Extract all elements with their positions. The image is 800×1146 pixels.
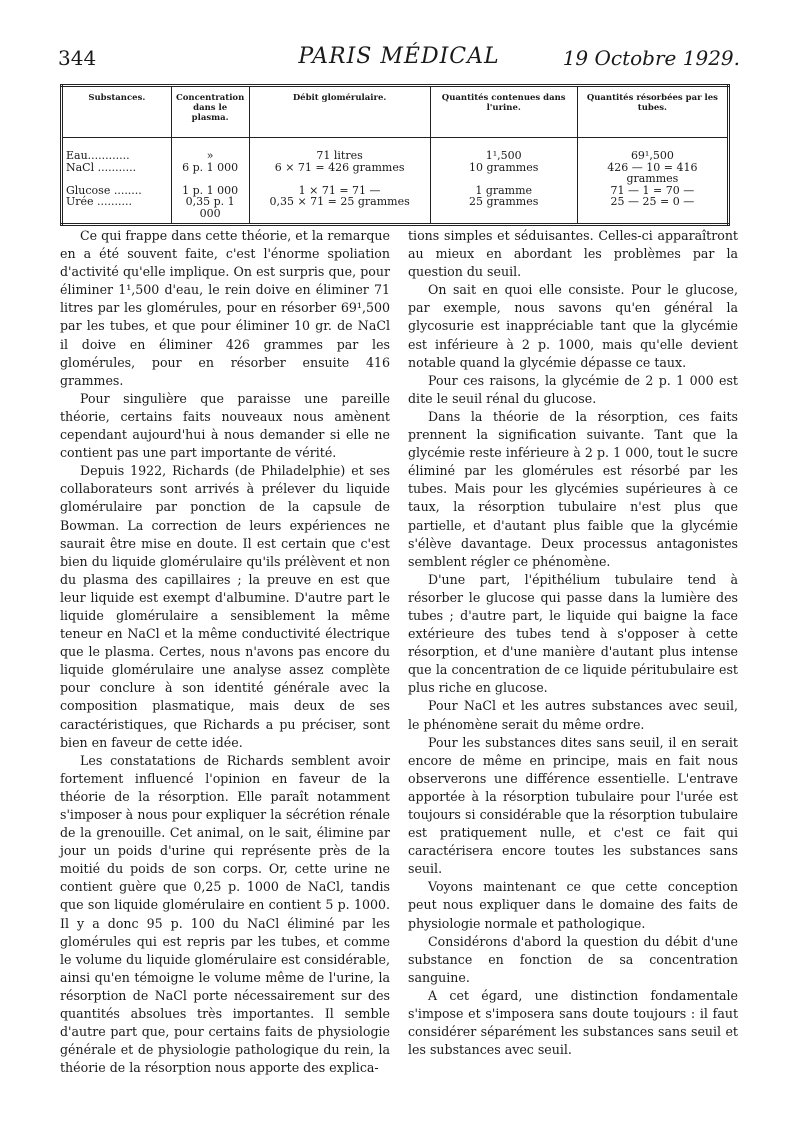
header-substances: Substances. — [62, 86, 172, 138]
table-cell: 426 — 10 = 416 grammes — [607, 160, 698, 185]
table-cell: 6 p. 1 000 — [171, 162, 249, 185]
paragraph: Ce qui frappe dans cette théorie, et la remarque en a été souvent faite, c'est l'énorme spoliation d'activité qu'elle implique. On est surpris que, pour éliminer 1¹,500 d'eau, le rein doive en éliminer 71 litres par les glomérules, pour en résorber 69¹,500 par les tubes, et que pour éliminer 10 gr. de NaCl il doive en éliminer 426 grammes par les glomérules, pour en résorber ensuite 416 grammes. — [60, 228, 390, 388]
issue-date: 19 Octobre 1929. — [562, 46, 740, 70]
paragraph: Pour singulière que paraisse une pareille théorie, certains faits nouveaux nous amènent cependant aujourd'hui à nous demander si elle ne contient pas une part importante de vérité. — [60, 390, 390, 461]
table-cell: 0,35 × 71 = 25 grammes — [249, 196, 430, 225]
table-cell: 25 — 25 = 0 — — [610, 195, 695, 208]
table-cell: Eau............ — [62, 138, 172, 162]
paragraph: On sait en quoi elle consiste. Pour le glucose, par exemple, nous savons qu'en général la glycosurie est inappréciable tant que la glycémie est inférieure à 2 p. 1000, mais qu'elle devient notable quand la glycémie dépasse ce taux. — [408, 282, 738, 370]
table-cell: 1 × 71 = 71 — — [249, 185, 430, 197]
journal-title: PARIS MÉDICAL — [298, 44, 500, 69]
table-cell: 71 litres — [249, 138, 430, 162]
page-header — [58, 40, 740, 80]
table-header-row — [62, 86, 729, 138]
table-cell: NaCl ........... — [62, 162, 172, 185]
table-cell: Glucose ........ — [62, 185, 172, 197]
paragraph: Les constatations de Richards semblent avoir fortement influencé l'opinion en faveur de la théorie de la résorption. Elle paraît notamment s'imposer à nous pour expliquer la sécrétion rénale de la grenouille. Cet animal, on le sait, élimine par jour un poids d'urine qui représente près de la moitié du poids de son corps. Or, cette urine ne contient guère que 0,25 p. 1000 de NaCl, tandis que son liquide glomérulaire en contient 5 p. 1000. Il y a donc 95 p. 100 du NaCl éliminé par les glomérules qui est repris par les tubes, et comme le volume du liquide glomérulaire est considérable, ainsi qu'en témoigne le volume même de l'urine, la résorption de NaCl porte nécessairement sur des quantités absolues très importantes. Il semble d'autre part que, pour certains faits de physiologie générale et de physiologie pathologique du rein, la théorie de la résorption nous apporte des explica- — [60, 752, 390, 1076]
header-resorbees: Quantités résorbées par les tubes. — [577, 86, 728, 138]
paragraph: A cet égard, une distinction fondamentale s'impose et s'imposera sans doute toujours : il faut considérer séparément les substances sans seuil et les substances avec seuil. — [408, 987, 738, 1058]
table-row — [62, 138, 729, 162]
paragraph: Pour les substances dites sans seuil, il en serait encore de même en principe, mais en fait nous observerons une différence essentielle. L'entrave apportée à la résorption tubulaire pour l'urée est toujours si considérable que la résorption tubulaire est pratiquement nulle, et c'est ce fait qui caractérisera encore toutes les substances sans seuil. — [408, 734, 738, 877]
table-cell: 1¹,500 — [430, 138, 577, 162]
header-debit: Débit glomérulaire. — [249, 86, 430, 138]
table-cell: 1 p. 1 000 — [171, 185, 249, 197]
paragraph: Voyons maintenant ce que cette conception peut nous expliquer dans le domaine des faits de physiologie normale et pathologique. — [408, 879, 738, 931]
table-cell: 69¹,500 — [630, 149, 674, 162]
right-column — [408, 227, 738, 1059]
paragraph: Pour NaCl et les autres substances avec seuil, le phénomène serait du même ordre. — [408, 698, 738, 732]
header-concentration: Concentration dans le plasma. — [171, 86, 249, 138]
table-cell: » — [171, 138, 249, 162]
header-urine: Quantités contenues dans l'urine. — [430, 86, 577, 138]
table-cell: 0,35 p. 1 000 — [171, 196, 249, 225]
table-row — [62, 196, 729, 225]
table-row — [62, 162, 729, 185]
table-cell: 1 gramme — [430, 185, 577, 197]
table-cell: Urée .......... — [62, 196, 172, 225]
table-cell: 10 grammes — [430, 162, 577, 185]
paragraph: Pour ces raisons, la glycémie de 2 p. 1 000 est dite le seuil rénal du glucose. — [408, 372, 738, 406]
paragraph: Considérons d'abord la question du débit d'une substance en fonction de sa concentration sanguine. — [408, 933, 738, 985]
resorption-table — [60, 84, 730, 226]
paragraph: tions simples et séduisantes. Celles-ci apparaîtront au mieux en abordant les problèmes par la question du seuil. — [408, 228, 738, 280]
table-cell: 6 × 71 = 426 grammes — [249, 162, 430, 185]
page-number: 344 — [58, 46, 97, 70]
paragraph: Dans la théorie de la résorption, ces faits prennent la signification suivante. Tant que la glycémie reste inférieure à 2 p. 1 000, tout le sucre éliminé par les glomérules est résorbé par les tubes. Mais pour les glycémies supérieures à ce taux, la résorption tubulaire n'est plus que partielle, et d'autant plus faible que la glycémie s'élève davantage. Deux processus antagonistes semblent régler ce phénomène. — [408, 408, 738, 569]
table-cell: 71 — 1 = 70 — — [610, 183, 695, 197]
table-cell: 25 grammes — [430, 196, 577, 225]
left-column — [60, 227, 390, 1077]
paragraph: D'une part, l'épithélium tubulaire tend à résorber le glucose qui passe dans la lumière des tubes ; d'autre part, le liquide qui baigne la face extérieure des tubes tend à s'opposer à cette résorption, et d'une manière d'autant plus intense que la concentration de ce liquide péritubulaire est plus riche en glucose. — [408, 571, 738, 696]
paragraph: Depuis 1922, Richards (de Philadelphie) et ses collaborateurs sont arrivés à prélever du liquide glomérulaire par ponction de la capsule de Bowman. La correction de leurs expériences ne saurait être mise en doute. Il est certain que c'est bien du liquide glomérulaire qu'ils prélèvent et non du plasma des capillaires ; la preuve en est que leur liquide est exempt d'albumine. D'autre part le liquide glomérulaire a sensiblement la même teneur en NaCl et la même conductivité électrique que le plasma. Certes, nous n'avons pas encore du liquide glomérulaire une analyse assez complète pour conclure à son identité générale avec la composition plasmatique, mais deux de ses caractéristiques, que Richards a pu préciser, sont bien en faveur de cette idée. — [60, 463, 390, 750]
